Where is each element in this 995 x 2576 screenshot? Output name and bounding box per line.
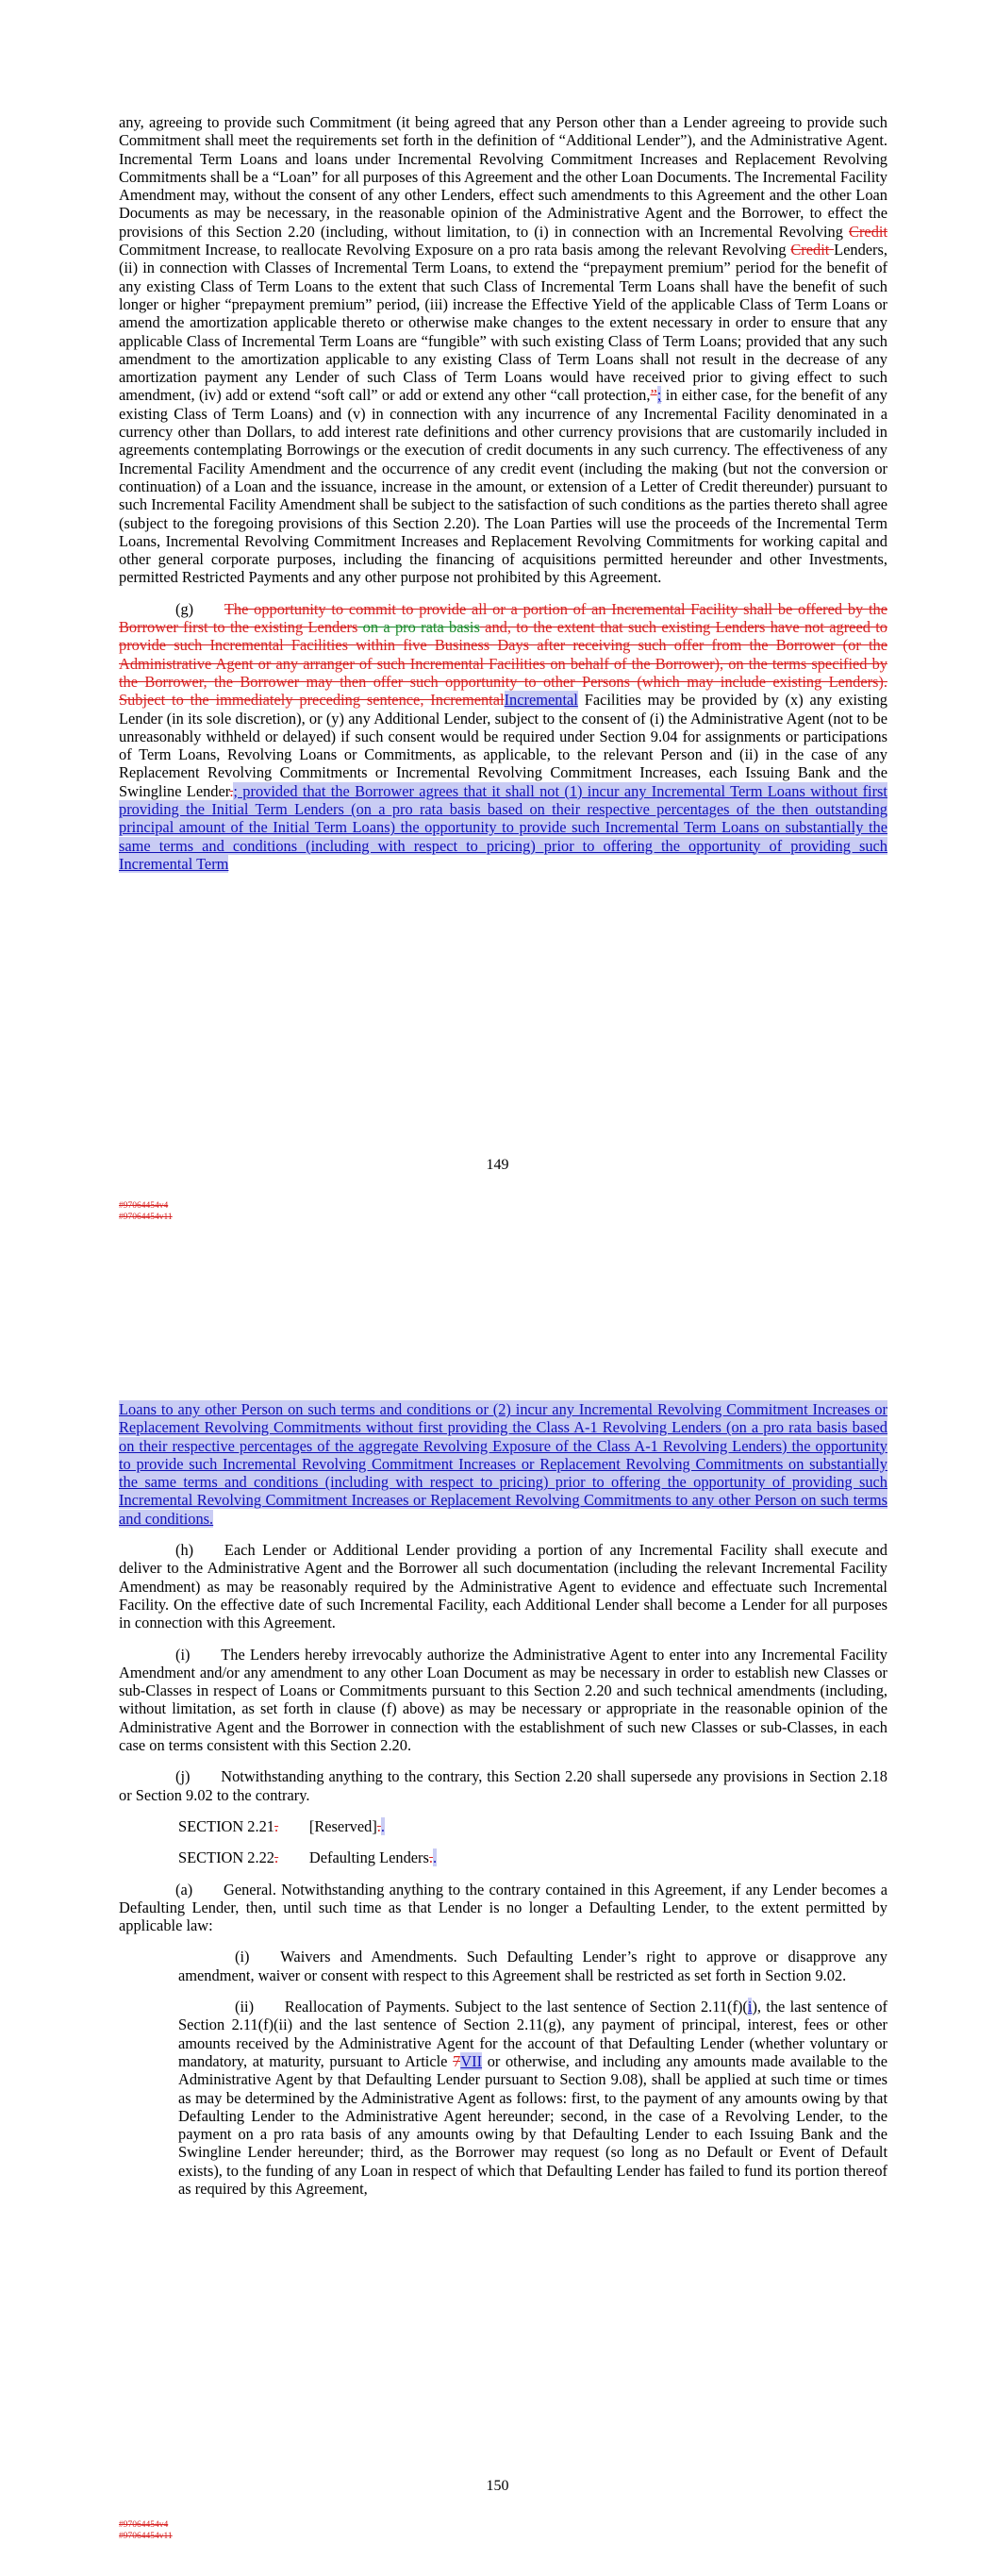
underlined-term: Section 2.20	[329, 1736, 407, 1755]
para-i	[119, 1646, 887, 1755]
text-run: , in the case of a Revolving Lender, to the payment on a pro rata basis of any amounts owing by that Defaulting Lender to each Issuing Bank and the Swingline Lender hereunder;	[178, 2106, 887, 2162]
page-number: 150	[486, 2478, 509, 2494]
para-h	[119, 1541, 887, 1631]
inserted-text: .	[380, 1816, 386, 1835]
doc-id-new: #97064454v11	[119, 1213, 173, 1222]
text-run: ). The Loan Parties will use the proceeds of the Incremental Term Loans, Incremental Revolving Commitment Increases and Replacement Revolving Commitments for working capital and other general corporate purposes, including the financing of acquisitions permitted hereunder and other Investments, permitted Restricted Payments and any other purpose not prohibited by this Agreement.	[119, 513, 888, 587]
page-149	[0, 0, 995, 1255]
inserted-text: Loans to any other Person on such terms and conditions or (2) incur any Incremental Revolving Commitment Increases or Replacement Revolving Commitments without first providing the Class A-1 Revolving Lenders (on a pro rata basis based on their respective percentages of the aggregate Revolving Exposure of the Class A-1 Revolving Lenders) the opportunity to provide such Incremental Revolving Commitment Increases or Replacement Revolving Commitments on substantially the same terms and conditions (including with respect to pricing) prior to offering the opportunity of providing such Incremental Revolving Commitment Increases or Replacement Revolving Commitments to any other Person on such terms and conditions.	[119, 1400, 887, 1528]
para-a-general	[119, 1881, 887, 1935]
text-run: SECTION 2.22	[178, 1848, 274, 1867]
inserted-text: .	[432, 1848, 438, 1867]
underlined-term: Section 9.04	[599, 727, 678, 745]
underlined-term: provided	[745, 331, 802, 350]
deleted-text: .	[274, 1816, 279, 1835]
deleted-text: The opportunity to commit to provide all or a portion of an Incremental Facility shall be offered by the Borrower first to the existing Lenders	[119, 599, 887, 637]
text-run: Facilities may be provided by (x) any existing Lender (in its sole discretion), or (y) any Additional Lender, subject to the consent of (i) the Administrative Agent (not to be unreasonably withheld or delayed) if such consent would be required under	[119, 691, 887, 745]
para-g	[119, 600, 887, 873]
text-run: and the last sentence of	[292, 2016, 464, 2034]
underlined-term: [Reserved]	[308, 1816, 377, 1835]
underlined-term: Defaulting Lenders	[308, 1848, 429, 1867]
doc-id-block	[119, 1200, 173, 1223]
text-run	[278, 1848, 309, 1866]
text-run: and such technical amendments (including, without limitation, as set forth in	[119, 1681, 887, 1718]
inserted-text: Incremental	[504, 691, 578, 710]
deleted-text: Credit	[849, 222, 887, 241]
section-2-21-heading	[119, 1817, 887, 1835]
text-run: (ii)	[235, 1998, 285, 2016]
text-run: (i) The Lenders hereby irrevocably authorize the Administrative Agent to enter into any Incremental Facility Amendment and/or any amendment to any other Loan Document as may be necessary in order to establish new Classes or sub-Classes in respect of Loans or Commitments pursuant to this	[119, 1645, 887, 1700]
text-run: basis among the relevant Revolving	[557, 241, 791, 259]
deleted-text: .	[428, 1848, 433, 1867]
page-number: 149	[486, 1157, 509, 1173]
deleted-text: and, to the extent that such existing Lenders have not agreed to provide such Incremental Facilities within five Business Days after receiving such offer from the Borrower (or the Administrative Agent or any arranger of such Incremental Facilities on behalf of the Borrower), on the terms specified by the Borrower, the Borrower may then offer such opportunity to other Persons (which may include existing Lenders). Subject to the immediately preceding sentence, Incremental	[119, 618, 887, 710]
underlined-term: )	[752, 1998, 757, 2016]
text-run: Commitment Increase, to reallocate Revolving Exposure on a	[119, 241, 509, 259]
doc-id-old: #97064454v4	[119, 1201, 169, 1211]
underlined-term: Section 2.11(f)(ii)	[178, 2016, 293, 2034]
text-run: any, agreeing to provide such Commitment (it being agreed that any Person other than a Lender agreeing to provide such Commitment shall meet the requirements set forth in the definition of “Additional Lender”), and the Administrative Agent. Incremental Term Loans and loans under Incremental Revolving Commitment Increases and Replacement Revolving Commitments shall be a “Loan” for all purposes of this Agreement and the other Loan Documents. The Incremental Facility Amendment may, without the consent of any other Lenders, effect such amendments to this Agreement and the other Loan Documents as may be necessary, in the reasonable opinion of the Administrative Agent and the Borrower, to effect the provisions of this	[119, 113, 887, 241]
text-run: .	[842, 1965, 847, 1984]
text-run: .	[406, 1736, 412, 1755]
inserted-text: VII	[460, 2051, 483, 2070]
text-run: that any such amendment to the amortization applicable to any existing Class of Term Loans shall not result in the decrease of any amortization payment any Lender of such Class of Term Loans would have received prior to giving effect to such amendment, (iv) add or extend “soft call” or add or extend any other “call protection,	[119, 331, 887, 405]
underlined-term: Section 2.20	[533, 1681, 612, 1700]
deleted-text: .	[274, 1848, 279, 1867]
para-a-i-waivers	[119, 1948, 887, 1984]
text-run: , the last sentence of	[756, 1998, 888, 2016]
underlined-term: Article	[404, 2051, 454, 2070]
deleted-text: .	[376, 1816, 381, 1835]
underlined-term: Section 9.02	[135, 1785, 213, 1804]
doc-id-block	[119, 2519, 173, 2542]
page-body	[119, 113, 887, 886]
doc-id-old: #97064454v4	[119, 2520, 169, 2530]
para-g-continued	[119, 1400, 887, 1528]
text-run: , any payment of principal, interest, fees or other amounts received by the Administrative Agent for the account of that Defaulting Lender (whether voluntary or mandatory, at maturity, pursuant to	[178, 2016, 887, 2070]
underlined-term: Section 2.20	[235, 222, 315, 241]
underlined-term: Section 2.11(f)(	[649, 1998, 748, 2016]
underlined-term: General	[223, 1880, 273, 1899]
underlined-term: Section 2.11(g)	[463, 2016, 562, 2034]
underlined-term: pro rata	[508, 241, 558, 259]
underlined-term: Section 9.02	[765, 1965, 843, 1984]
deleted-text: Credit	[790, 241, 835, 259]
underlined-term: second	[560, 2106, 605, 2125]
text-run: ), shall be applied at such time or times as may be determined by the Administrative Agent as follows:	[178, 2070, 887, 2107]
para-2-20-continued	[119, 113, 887, 587]
text-run: , to the payment of any amounts owing by that Defaulting Lender to the Administrative Agent hereunder;	[178, 2088, 887, 2125]
text-run: or otherwise, and including any amounts made available to the Administrative Agent by that Defaulting Lender pursuant to	[178, 2051, 888, 2089]
doc-id-new: #97064454v11	[119, 2532, 173, 2541]
text-run: for assignments or participations of Term Loans, Revolving Loans or Commitments, as applicable, to the relevant Person and (ii) in the case of any Replacement Revolving Commitments or Incremental Revolving Commitment Increases, each Issuing Bank and the Swingline Lender	[119, 727, 888, 800]
text-run: . Subject to the last sentence of	[445, 1998, 650, 2016]
section-2-22-heading	[119, 1848, 887, 1866]
underlined-term: Waivers and Amendments	[280, 1948, 454, 1966]
text-run: or	[119, 1785, 136, 1804]
text-run: shall supersede any provisions in	[591, 1767, 810, 1786]
deleted-text: 7	[453, 2051, 461, 2070]
inserted-text: i	[747, 1998, 753, 2016]
text-run: SECTION 2.21	[178, 1816, 274, 1835]
text-run: above) as may be necessary or appropriate in the reasonable opinion of the Administrative Agent and the Borrower in connection with the establishment of such new Classes or sub-Classes, in each case on terms consistent with this	[119, 1699, 887, 1755]
text-run: (including, without limitation, to (i) in connection with an Incremental Revolving	[314, 222, 850, 241]
deleted-text: ”	[650, 386, 657, 405]
underlined-term: Section 2.18	[809, 1767, 888, 1786]
inserted-text: ; provided that the Borrower agrees that it shall not (1) incur any Incremental Term Loans without first providing the Initial Term Lenders (on a pro rata basis based on their respective percentages of the then outstanding principal amount of the Initial Term Loans) the opportunity to provide such Incremental Term Loans on substantially the same terms and conditions (including with respect to pricing) prior to offering the opportunity of providing such Incremental Term	[119, 781, 887, 873]
text-run: (i)	[235, 1948, 281, 1966]
underlined-term: first	[571, 2088, 597, 2107]
text-run: to the contrary.	[212, 1785, 310, 1804]
para-j	[119, 1767, 887, 1804]
page-body	[119, 1400, 887, 2211]
text-run: (j) Notwithstanding anything to the contrary, this	[175, 1767, 514, 1786]
deleted-text: .	[229, 781, 234, 800]
text-run: (h) Each Lender or Additional Lender providing a portion of any Incremental Facility shall execute and deliver to the Administrative Agent and the Borrower all such documentation (including the relevant Incremental Facility Amendment) as may be reasonably required by the Administrative Agent to evidence and effectuate such Incremental Facility. On the effective date of such Incremental Facility, each Additional Lender shall become a Lender for all purposes in connection with this Agreement.	[119, 1541, 887, 1632]
text-run: , as the Borrower may request (so long as no Default or Event of Default exists), to the funding of any Loan in respect of which that Defaulting Lender has failed to fund its portion thereof as required by this Agreement,	[178, 2143, 887, 2198]
underlined-term: third	[370, 2143, 400, 2162]
underlined-term: Section 9.08	[559, 2070, 638, 2089]
page-150	[0, 1255, 995, 2576]
underlined-term: Section 2.20	[513, 1767, 592, 1786]
text-run	[278, 1817, 309, 1835]
moved-deleted-text: on a pro rata basis	[357, 618, 480, 637]
text-run: (a)	[175, 1880, 224, 1899]
inserted-text: ;	[656, 386, 662, 405]
text-run: Lenders, (ii) in connection with Classes of Incremental Term Loans, to extend the “prepayment premium” period for the benefit of any existing Class of Term Loans to the extent that such Class of Incremental Term Loans shall have the benefit of such longer or higher “prepayment premium” period, (iii) increase the Effective Yield of the applicable Class of Term Loans or amend the amortization applicable thereto or otherwise make changes to the extent necessary in order to ensure that any applicable Class of Incremental Term Loans are “fungible” with such existing Class of Term Loans;	[119, 241, 887, 350]
text-run: (g)	[175, 599, 224, 618]
para-a-ii-reallocation	[119, 1998, 887, 2198]
text-run: . Such Defaulting Lender’s right to approve or disapprove any amendment, waiver or consent with respect to this Agreement shall be restricted as set forth in	[178, 1948, 887, 1984]
underlined-term: clause (f)	[337, 1699, 397, 1718]
underlined-term: Section 2.20	[392, 513, 472, 532]
text-run: in either case, for the benefit of any existing Class of Term Loans) and (v) in connection with any incurrence of any Incremental Facility denominated in a currency other than Dollars, to add interest rate definitions and other currency provisions that are customarily included in agreements contemplating Borrowings or the execution of credit documents in any such currency. The effectiveness of any Incremental Facility Amendment and the occurrence of any credit event (including the making (but not the conversion or continuation) of a Loan and the issuance, increase in the amount, or extension of a Letter of Credit thereunder) pursuant to such Incremental Facility Amendment shall be subject to the satisfaction of such conditions as the parties thereto shall agree (subject to the foregoing provisions of this	[119, 386, 887, 532]
underlined-term: Reallocation of Payments	[284, 1998, 446, 2016]
text-run: . Notwithstanding anything to the contrary contained in this Agreement, if any Lender becomes a Defaulting Lender, then, until such time as that Lender is no longer a Defaulting Lender, to the extent permitted by applicable law:	[119, 1880, 887, 1935]
